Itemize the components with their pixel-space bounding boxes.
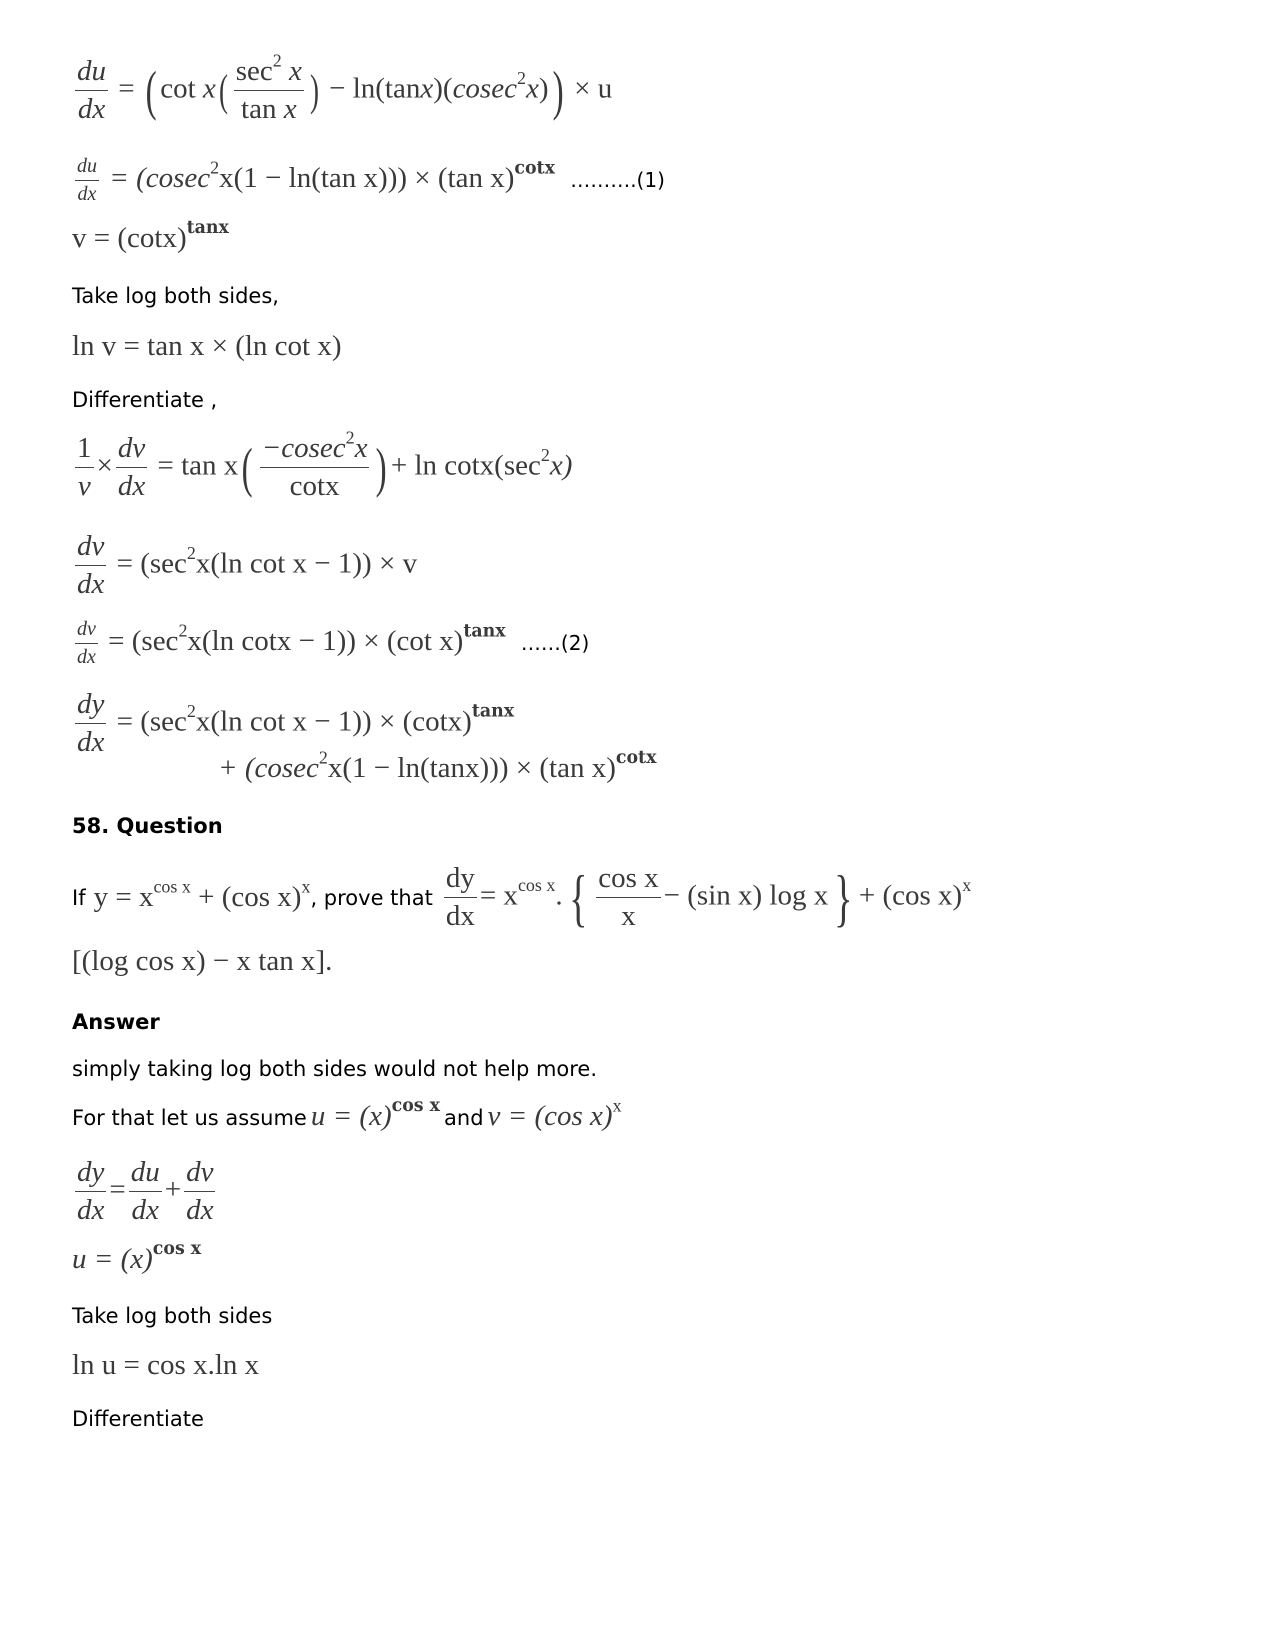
cos-x-term: + (cos x) (198, 881, 302, 914)
assume-text: For that let us assume (72, 1106, 307, 1130)
x-denominator: x (621, 900, 636, 933)
question-statement-line2: [(log cos x) − x tan x]. (72, 945, 333, 977)
equation-v-definition (72, 218, 229, 255)
dx-label: dx (77, 93, 106, 126)
dx-label: dx (77, 646, 96, 668)
cot-x-denominator: cotx (289, 470, 340, 503)
power-exponent: tanx (186, 218, 229, 239)
equation-body-rest: x(ln cot x − 1)) × v (195, 547, 418, 580)
u-definition: u = (x) (310, 1100, 392, 1132)
answer-heading: Answer (72, 1010, 160, 1034)
exponent: 2 (540, 445, 550, 466)
dx-label: dx (445, 900, 475, 933)
equation-dy-dx-final (72, 688, 514, 760)
exponent: 2 (210, 157, 220, 178)
text-take-log-both-sides-2: Take log both sides (72, 1304, 273, 1328)
dv-label: dv (186, 1156, 214, 1188)
dx-label: dx (77, 183, 97, 205)
question-statement-line1: If $y = x^{cos x} + (\cos$ x)$^x$ , prove that $\frac{dy}{dx}$ = $x^{cos x}$.{ $\frac{\text{cos x}}{x}$ − (sin x) log x} + (cos x)$^x$ (72, 862, 972, 934)
dx-label: dx (117, 470, 146, 503)
equation-dv-dx-result (72, 618, 589, 669)
power-exponent: x (612, 1095, 622, 1116)
cosec-label: cosec (452, 72, 517, 105)
times-sign: × (96, 449, 113, 482)
equals-sign: = (109, 1173, 126, 1206)
equation-body: = (sec (116, 547, 187, 580)
dv-label: dv (117, 432, 146, 464)
rhs-x: = x (479, 879, 518, 912)
variable-v: v (77, 470, 91, 503)
equation-dv-dx (72, 530, 417, 602)
prove-that-label: , prove that (310, 885, 433, 910)
exponent: 2 (186, 543, 196, 564)
ln-cot-term: + ln cotx(sec (390, 449, 541, 482)
text-differentiate-2: Differentiate (72, 1407, 204, 1431)
text-simply-taking-log: simply taking log both sides would not help more. (72, 1057, 598, 1081)
equals-sign: = (118, 72, 135, 105)
tan-label: tan (241, 93, 277, 126)
equation-dv-differentiated: $\frac{1}{v}$ × $\frac{dv}{dx}$ = tan x( $\frac{-cosec^2x}{\cot x}$ ) + $\ln \cot x(\sec^2x)$ (77, 427, 573, 503)
final-line-2-rest: x(1 − ln(tanx))) × (tan x) (327, 752, 616, 784)
sec-label: sec (235, 55, 273, 87)
y-expression: y = x (93, 881, 154, 914)
final-line-2: + (cosec (218, 752, 319, 784)
final-line-1: = (sec (116, 705, 187, 738)
equation-body: v = (cotx) (72, 222, 187, 254)
equation-ln-v: ln v = tan x × (ln cot x) (72, 330, 342, 362)
equation-body: u = (x) (72, 1243, 153, 1275)
exponent: 2 (318, 747, 328, 768)
equation-dy-dx-final-line2 (218, 747, 657, 785)
du-label: du (77, 55, 106, 87)
dx-label: dx (77, 568, 105, 601)
variable-x: x (289, 55, 302, 87)
exponent: cos x (517, 875, 556, 896)
exponent: cos x (153, 876, 191, 897)
final-line-1-rest: x(ln cot x − 1)) × (cotx) (195, 705, 472, 738)
sin-log-term: − (sin x) log x (663, 879, 829, 912)
exponent: 2 (178, 620, 188, 641)
equation-du-dx-result (72, 155, 665, 206)
cos-x-tail: + (cos x) (858, 879, 963, 912)
exponent: x (962, 875, 972, 896)
equation-body-rest: x(ln cotx − 1)) × (cot x) (187, 625, 464, 658)
dx-label: dx (131, 1194, 159, 1227)
numerator-one: 1 (75, 432, 94, 468)
ln-tan-term: − ln(tan (329, 72, 421, 105)
v-definition: v = (cos x) (487, 1100, 613, 1132)
du-label: du (130, 1156, 160, 1188)
dy-label: dy (444, 862, 477, 898)
power-exponent: cotx (514, 158, 555, 179)
if-label: If (72, 885, 86, 910)
cos-x-numerator: cos x (596, 862, 660, 898)
variable-x: x (354, 432, 368, 464)
times-u: × u (574, 72, 613, 105)
equation-tag-2: ……(2) (520, 631, 590, 656)
power-exponent: cos x (152, 1239, 202, 1260)
sec-exponent: 2 (272, 50, 282, 71)
exponent: 2 (345, 427, 355, 448)
and-text: and (444, 1106, 484, 1130)
power-exponent: cos x (391, 1096, 441, 1117)
power-exponent: tanx (463, 621, 506, 642)
text-differentiate: Differentiate , (72, 388, 218, 412)
cot-label: cot (160, 72, 196, 105)
power-exponent: cotx (615, 748, 657, 769)
equation-du-dx-expanded: $\frac{du}{dx}$ = ( cot x( $\frac{\sec^2 x}{\text{tan x}}$ ) − ln(tanx)(cosec$^2$x)) × u (77, 50, 613, 126)
power-exponent: tanx (471, 701, 515, 722)
dy-label: dy (77, 688, 105, 720)
dot: . (555, 879, 563, 912)
equation-u-definition (72, 1239, 202, 1276)
equation-sum-rule (72, 1156, 218, 1228)
equation-tag-1: ……….(1) (570, 168, 665, 193)
equation-body: = (cosec (109, 162, 211, 195)
dv-label: dv (77, 530, 105, 562)
exponent: x (301, 876, 311, 897)
dy-label: dy (77, 1156, 105, 1188)
cosec-exponent: 2 (516, 68, 526, 89)
exponent: 2 (186, 701, 196, 722)
dx-label: dx (77, 726, 105, 759)
du-label: du (77, 155, 97, 177)
term-end: x) (549, 449, 573, 482)
neg-cosec: −cosec (261, 432, 346, 464)
dx-label: dx (77, 1194, 105, 1227)
text-take-log-both-sides: Take log both sides, (72, 284, 279, 308)
assumption-line (72, 1095, 622, 1133)
equation-ln-u: ln u = cos x.ln x (72, 1349, 260, 1381)
equals-tan-x: = tan x (157, 449, 239, 482)
plus-sign: + (164, 1173, 182, 1206)
dx-label: dx (186, 1194, 214, 1227)
equation-body-rest: x(1 − ln(tan x))) × (tan x) (219, 162, 515, 195)
question-heading: 58. Question (72, 814, 223, 838)
dv-label: dv (77, 618, 96, 640)
equation-body: = (sec (108, 625, 179, 658)
